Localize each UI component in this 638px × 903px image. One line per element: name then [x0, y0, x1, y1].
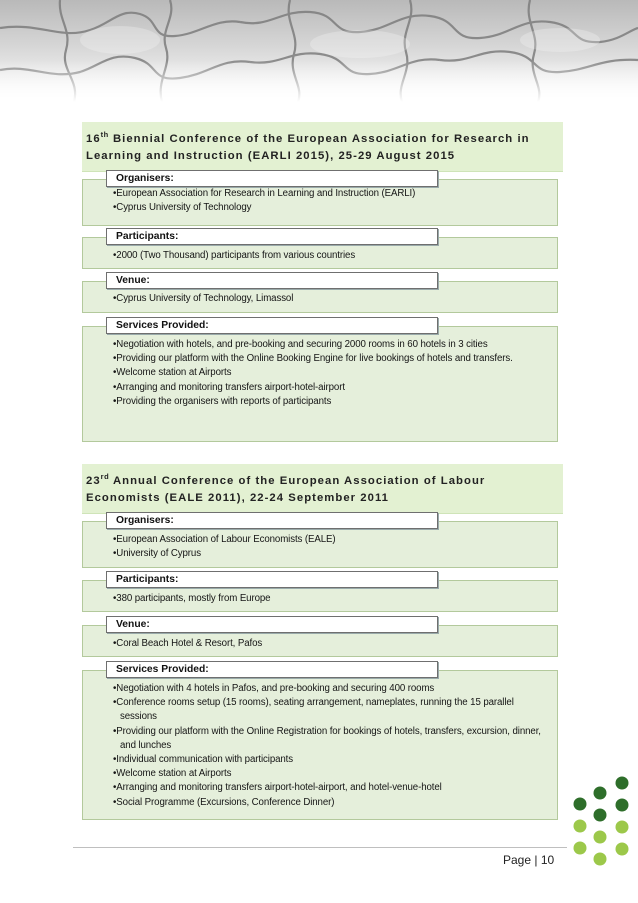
section-1-organisers-label: Organisers:	[106, 170, 438, 187]
list-item: •Social Programme (Excursions, Conference Dinner)	[113, 796, 335, 808]
list-item: •Negotiation with hotels, and pre-booking and securing 2000 rooms in 60 hotels in 3 cities	[113, 339, 488, 350]
list-item: •2000 (Two Thousand) participants from various countries	[113, 250, 356, 261]
list-item: •Coral Beach Hotel & Resort, Pafos	[113, 638, 263, 649]
list-item: •Providing the organisers with reports of participants	[113, 395, 332, 407]
list-item: •European Association for Research in Learning and Instruction (EARLI)	[113, 188, 416, 199]
page-number-value: 10	[540, 853, 555, 867]
section-2-participants-list	[113, 592, 543, 606]
page-number	[503, 853, 554, 867]
page-separator: |	[534, 853, 538, 867]
list-item: •Cyprus University of Technology, Limassol	[113, 293, 294, 304]
section-1-services-label: Services Provided:	[106, 317, 438, 334]
section-1-title	[82, 122, 563, 172]
section-1-venue-list	[113, 292, 543, 306]
section-2-ordinal-suffix: rd	[100, 472, 110, 481]
list-item: •Providing our platform with the Online Booking Engine for live bookings of hotels and transfers.	[113, 353, 513, 365]
section-1-ordinal: 16	[86, 132, 101, 145]
page-label: Page	[503, 853, 532, 867]
section-2-title-line2: Economists (EALE 2011), 22-24 September 2011	[86, 491, 390, 504]
section-1-organisers-list	[113, 187, 543, 215]
section-1-title-line1	[86, 126, 557, 148]
section-2-participants-label: Participants:	[106, 571, 438, 588]
section-1-ordinal-suffix: th	[100, 130, 109, 139]
section-2-title	[82, 464, 563, 514]
banner-fade	[0, 60, 638, 102]
section-1-title-rest: Biennial Conference of the European Association for Research in	[108, 132, 530, 145]
section-1-participants-list	[113, 249, 543, 263]
list-item: •Welcome station at Airports	[113, 768, 232, 780]
section-2-organisers-label: Organisers:	[106, 512, 438, 529]
section-2-services-label: Services Provided:	[106, 661, 438, 678]
green-dots-logo	[570, 770, 638, 870]
section-2-title-line1	[86, 468, 557, 490]
list-item: •Individual communication with participants	[113, 754, 294, 766]
section-2-services-list	[113, 682, 543, 810]
list-item: •Arranging and monitoring transfers airport-hotel-airport	[113, 381, 345, 393]
section-2-venue-label: Venue:	[106, 616, 438, 633]
section-1-venue-label: Venue:	[106, 272, 438, 289]
list-item: •European Association of Labour Economists (EALE)	[113, 534, 336, 545]
section-2-organisers-list	[113, 533, 543, 561]
footer-rule	[73, 847, 567, 848]
section-2-title-rest: Annual Conference of the European Association of Labour	[109, 474, 486, 487]
section-1-participants-label: Participants:	[106, 228, 438, 245]
list-item: •University of Cyprus	[113, 548, 201, 560]
puzzle-header-image	[0, 0, 638, 102]
section-1-services-list	[113, 338, 543, 409]
list-item: •Providing our platform with the Online Registration for bookings of hotels, transfers, excursion, dinner, and lunches	[113, 725, 541, 751]
list-item: •Conference rooms setup (15 rooms), seating arrangement, nameplates, running the 15 parallel sessions	[113, 697, 514, 723]
list-item: •Negotiation with 4 hotels in Pafos, and pre-booking and securing 400 rooms	[113, 683, 435, 694]
list-item: •Arranging and monitoring transfers airport-hotel-airport, and hotel-venue-hotel	[113, 782, 442, 794]
section-2-ordinal: 23	[86, 474, 101, 487]
list-item: •380 participants, mostly from Europe	[113, 593, 271, 604]
section-1-title-line2: Learning and Instruction (EARLI 2015), 25-29 August 2015	[86, 149, 456, 162]
list-item: •Cyprus University of Technology	[113, 202, 252, 214]
list-item: •Welcome station at Airports	[113, 367, 232, 379]
section-2-venue-list	[113, 637, 543, 651]
